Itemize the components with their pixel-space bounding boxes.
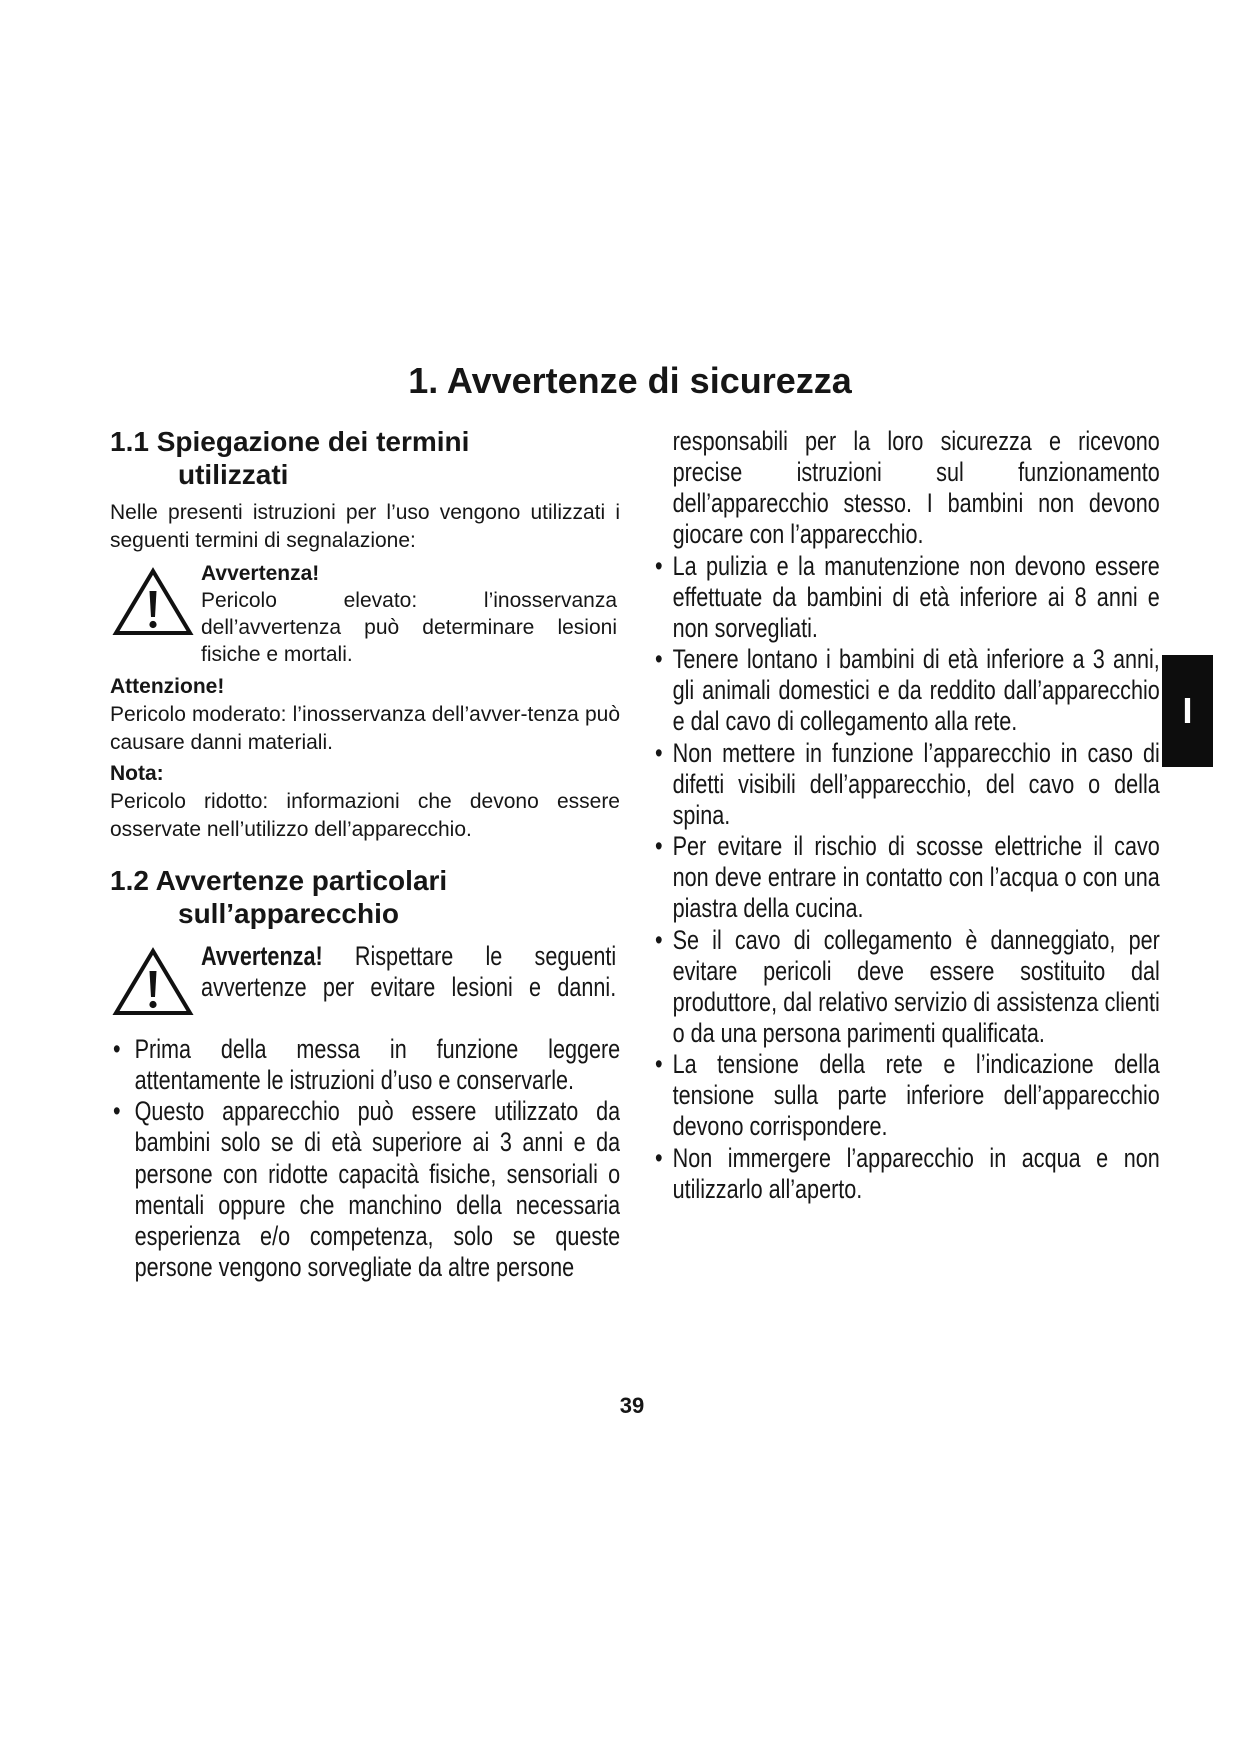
- page-number: 39: [619, 1393, 645, 1418]
- list-item: • Non mettere in funzione l’apparecchio in caso di difetti visibili dell’apparecchio, del cavo o della spina.: [655, 738, 1160, 831]
- language-tab-label: I: [1182, 690, 1193, 731]
- list-item: • Questo apparecchio può essere utilizzato da bambini solo se di età superiore ai 3 anni e da persone con ridotte capacità fisiche, sensoriali o mentali oppure che manchino della necessaria esperienza e/o competenza, solo se queste persone vengono sorvegliate da altre persone: [113, 1096, 620, 1283]
- warning-text: Pericolo elevato: l’inosservanza dell’avvertenza può determinare lesioni fisiche e mortali.: [201, 589, 617, 666]
- list-item: • La pulizia e la manutenzione non devono essere effettuate da bambini di età inferiore ai 8 anni e non sorvegliati.: [655, 551, 1160, 644]
- section-1-1-intro: Nelle presenti istruzioni per l’uso vengono utilizzati i seguenti termini di segnalazione:: [110, 501, 620, 552]
- appliance-warning-label: Avvertenza!: [201, 941, 323, 971]
- note-label: Nota:: [110, 762, 164, 785]
- appliance-warning-body: Rispettare le seguenti avvertenze per evitare lesioni e danni.: [201, 941, 616, 1003]
- warning-label: Avvertenza!: [201, 562, 320, 585]
- caution-label: Attenzione!: [110, 675, 225, 698]
- list-item-continuation: responsabili per la loro sicurezza e ricevono precise istruzioni sul funzionamento dell’apparecchio stesso. I bambini non devono giocare con l’apparecchio.: [672, 426, 1160, 550]
- list-item: • Per evitare il rischio di scosse elettriche il cavo non deve entrare in contatto con l’acqua o con una piastra della cucina.: [655, 831, 1160, 924]
- section-1-2-heading-line2: sull’apparecchio: [178, 898, 399, 929]
- appliance-warning-text: [201, 941, 616, 1003]
- section-1-1-heading-line1: 1.1 Spiegazione dei termini: [110, 426, 470, 457]
- note-definition: [110, 760, 620, 844]
- list-item: • Tenere lontano i bambini di età inferiore a 3 anni, gli animali domestici e da reddito dall’apparecchio e dal cavo di collegamento alla rete.: [655, 644, 1160, 737]
- section-1-2-heading: [110, 864, 630, 930]
- note-text: Pericolo ridotto: informazioni che devono essere osservate nell’utilizzo dell’apparecchio.: [110, 790, 620, 841]
- page-title: 1. Avvertenze di sicurezza: [408, 360, 852, 401]
- list-item: • Se il cavo di collegamento è danneggiato, per evitare pericoli deve essere sostituito dal produttore, dal relativo servizio di assistenza clienti o da una persona parimenti qualificata.: [655, 925, 1160, 1050]
- section-1-2-heading-line1: 1.2 Avvertenze particolari: [110, 865, 448, 896]
- section-1-1-heading: [110, 425, 630, 491]
- appliance-warning: [201, 941, 616, 1003]
- language-tab: [1162, 655, 1213, 767]
- list-item: • Prima della messa in funzione leggere attentamente le istruzioni d’uso e conservarle.: [113, 1034, 620, 1096]
- list-item: • Non immergere l’apparecchio in acqua e non utilizzarlo all’aperto.: [655, 1143, 1160, 1205]
- warning-definition: [201, 560, 617, 668]
- caution-definition: [110, 673, 620, 757]
- right-column: [655, 426, 1160, 1205]
- caution-text: Pericolo moderato: l’inosservanza dell’avver-tenza può causare danni materiali.: [110, 703, 620, 754]
- warning-triangle-icon: [112, 566, 194, 638]
- left-bullet-list: [113, 1034, 620, 1283]
- list-item: • La tensione della rete e l’indicazione della tensione sulla parte inferiore dell’apparecchio devono corrispondere.: [655, 1049, 1160, 1142]
- section-1-1-heading-line2: utilizzati: [178, 459, 289, 490]
- warning-triangle-icon: [112, 946, 194, 1018]
